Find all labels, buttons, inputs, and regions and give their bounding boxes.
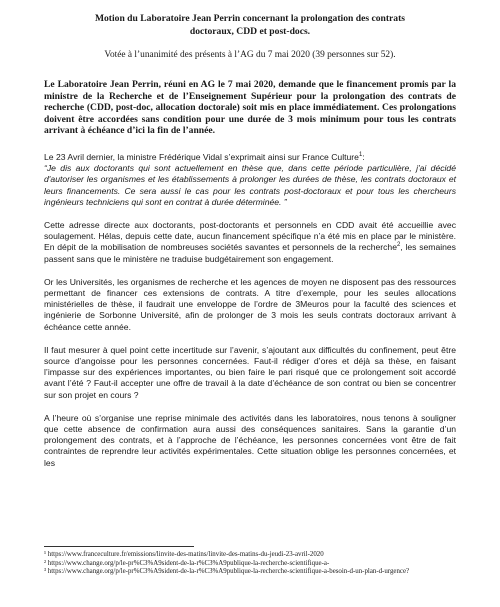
paragraph-ministry-funding bbox=[44, 220, 456, 265]
paragraph-text-after: , les semaines passent sans que le ministère ne traduise budgétairement son engagement. bbox=[44, 242, 456, 264]
paragraph-uncertainty: Il faut mesurer à quel point cette incertitude sur l’avenir, s’ajoutant aux difficultés du confinement, peut être source d’angoisse pour les personnes concernées. Faut-il rédiger d’ores et déjà sa thèse, en faisant l’impasse sur des expériences importantes, ou bien faire le pari risqué que ce prolongement soit accordé avant l’été ? Faut-il accepter une offre de travail à la date d’échéance de son contrat ou bien se concentrer sur son projet en cours ? bbox=[44, 344, 456, 400]
lead-paragraph: Le Laboratoire Jean Perrin, réuni en AG le 7 mai 2020, demande que le financement promis par la ministre de la Recherche et de l’Enseignement Supérieur pour la prolongation des contrats de recherche (CDD, post-doc, allocation doctorale) soit mis en place immédiatement. Ces prolongations doivent être accordées sans condition pour une durée de 3 mois minimum pour tous les contrats arrivant à échéance d’ici la fin de l’année. bbox=[44, 79, 456, 137]
colon: : bbox=[362, 151, 365, 162]
footnote-2: ² https://www.change.org/p/le-pr%C3%A9sident-de-la-r%C3%A9publique-la-recherche-scientifique-a- bbox=[44, 559, 330, 567]
footnote-1: ¹ https://www.franceculture.fr/emissions/linvite-des-matins/linvite-des-matins-du-jeudi-23-avril-2020 bbox=[44, 551, 324, 558]
paragraph-minister-quote bbox=[44, 152, 456, 208]
title-line-1: Motion du Laboratoire Jean Perrin concernant la prolongation des contrats bbox=[94, 13, 406, 24]
vote-statement: Votée à l’unanimité des présents à l’AG du 7 mai 2020 (39 personnes sur 52). bbox=[104, 50, 396, 60]
footnotes bbox=[44, 546, 470, 577]
paragraph-sanitary: A l’heure où s’organise une reprise minimale des activités dans les laboratoires, nous tenons à souligner que cette absence de confirmation aura aussi des conséquences sanitaires. Sans la garantie d’un prolongement des contrats, et à l’approche de l’échéance, les personnes concernées vont être de fait contraintes de reprendre leur activités expérimentales. Cette situation oblige les personnes concernées, et les bbox=[44, 412, 456, 468]
footnote-ref-2: 2 bbox=[396, 242, 401, 249]
footnote-ref-1: 1 bbox=[358, 152, 363, 159]
title-line-2: doctoraux, CDD et post-docs. bbox=[189, 26, 311, 37]
minister-quote: “Je dis aux doctorants qui sont actuellement en thèse que, dans cette période particulière, j'ai décidé d'autoriser les organismes et les établissements à prolonger les durées de thèse, les contrats doctoraux et leurs financements. Ce sera aussi le cas pour les contrats post-doctoraux et pour tous les chercheurs ingénieurs techniciens qui sont en contrat à durée déterminée. ” bbox=[44, 163, 456, 207]
footnote-divider bbox=[44, 546, 194, 547]
footnote-3: ³ https://www.change.org/p/le-pr%C3%A9sident-de-la-r%C3%A9publique-la-recherche-scientifique-a-besoin-d-un-plan-d-urgence? bbox=[44, 568, 410, 576]
paragraph-intro: Le 23 Avril dernier, la ministre Frédérique Vidal s’exprimait ainsi sur France Culture bbox=[44, 151, 359, 162]
document-title bbox=[44, 12, 456, 38]
paragraph-universities: Or les Universités, les organismes de recherche et les agences de moyen ne disposent pas des ressources permettant de financer ces extensions de contrats. A titre d’exemple, pour les seules allocations ministérielles de thèse, il faudrait une enveloppe de l’ordre de 3Meuros pour la faculté des sciences et ingénierie de Sorbonne Université, afin de prolonger de 3 mois les seuls contrats doctoraux arrivant à échéance cette année. bbox=[44, 276, 456, 332]
paragraph-text-before: Cette adresse directe aux doctorants, post-doctorants et personnels en CDD avait été accueillie avec soulagement. Hélas, depuis cette date, aucun financement spécifique n’a été mis en place par le ministère. En dépit de la mobilisation de nombreuses sociétés savantes et personnels de la recherche bbox=[44, 219, 456, 253]
